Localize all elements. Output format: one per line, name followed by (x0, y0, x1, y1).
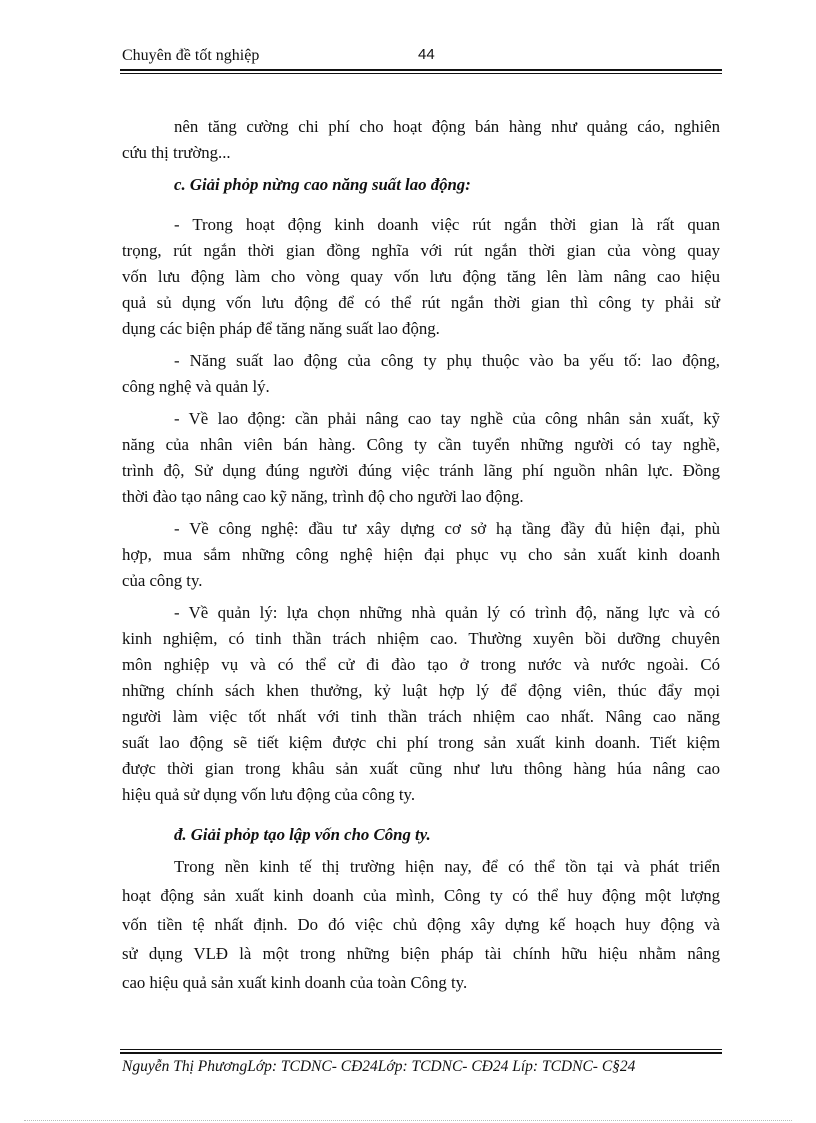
text-line: vốn lưu động làm cho vòng quay vốn lưu động tăng lên làm nâng cao hiệu (122, 267, 720, 286)
text-line: suất lao động sẽ tiết kiệm được chi phí trong sản xuất kinh doanh. Tiết kiệm (122, 733, 720, 752)
section-heading-c: c. Giải phỏp nừng cao năng suất lao động: (174, 175, 471, 194)
text-line: hợp, mua sắm những công nghệ hiện đại phục vụ cho sản xuất kinh doanh (122, 545, 720, 564)
header-rule-thick (120, 69, 722, 71)
text-line: thời đào tạo nâng cao kỹ năng, trình độ cho người lao động. (122, 487, 524, 506)
text-line: quả sủ dụng vốn lưu động để có thể rút ngắn thời gian thì công ty phải sử (122, 293, 720, 312)
text-line: hoạt động sản xuất kinh doanh của mình, Công ty có thể huy động một lượng (122, 886, 720, 905)
page-edge-dotted-line (24, 1120, 792, 1121)
text-line: hiệu quả sử dụng vốn lưu động của công ty. (122, 785, 416, 804)
text-line: cao hiệu quả sản xuất kinh doanh của toàn Công ty. (122, 973, 468, 992)
text-line: năng của nhân viên bán hàng. Công ty cần tuyển những người có tay nghề, (122, 435, 720, 454)
text-line: trọng, rút ngắn thời gian đồng nghĩa với rút ngắn thời gian của vòng quay (122, 241, 720, 260)
text-line: - Năng suất lao động của công ty phụ thuộc vào ba yếu tố: lao động, (174, 351, 720, 370)
text-line: - Về công nghệ: đầu tư xây dựng cơ sở hạ tầng đầy đủ hiện đại, phù (174, 519, 720, 538)
text-line: vốn tiền tệ nhất định. Do đó việc chủ động xây dựng kế hoạch huy động và (122, 915, 720, 934)
text-line: cứu thị trường... (122, 143, 231, 162)
text-line: nên tăng cường chi phí cho hoạt động bán hàng như quảng cáo, nghiên (174, 117, 720, 136)
text-line: kinh nghiệm, có tinh thần trách nhiệm cao. Thường xuyên bồi dưỡng chuyên (122, 629, 720, 648)
document-body (122, 114, 720, 999)
text-line: những chính sách khen thưởng, kỷ luật hợp lý để động viên, thúc đẩy mọi (122, 681, 720, 700)
text-line: được thời gian trong khâu sản xuất cũng như lưu thông hàng húa nâng cao (122, 759, 720, 778)
section-heading-d: đ. Giải phỏp tạo lập vốn cho Công ty. (174, 825, 431, 844)
text-line: môn nghiệp vụ và có thể cử đi đào tạo ở trong nước và nước ngoài. Có (122, 655, 720, 674)
footer-rule-thin (120, 1049, 722, 1050)
header-title: Chuyên đề tốt nghiệp (122, 47, 260, 64)
footer-rule-thick (120, 1052, 722, 1054)
text-line: - Về quản lý: lựa chọn những nhà quản lý có trình độ, năng lực và có (174, 603, 720, 622)
text-line: công nghệ và quản lý. (122, 377, 270, 396)
footer-author-class: Nguyễn Thị PhươngLớp: TCDNC- CĐ24Lớp: TCDNC- CĐ24 Líp: TCDNC- C§24 (122, 1058, 636, 1075)
text-line: sử dụng VLĐ là một trong những biện pháp tài chính hữu hiệu nhằm nâng (122, 944, 720, 963)
text-line: người làm việc tốt nhất với tinh thần trách nhiệm cao nhất. Nâng cao năng (122, 707, 720, 726)
text-line: dụng các biện pháp để tăng năng suất lao động. (122, 319, 440, 338)
text-line: của công ty. (122, 571, 203, 590)
page-number: 44 (418, 46, 435, 63)
header-rule-thin (120, 73, 722, 74)
text-line: trình độ, Sử dụng đúng người đúng việc tránh lãng phí nguồn nhân lực. Đồng (122, 461, 720, 480)
text-line: - Trong hoạt động kinh doanh việc rút ngắn thời gian là rất quan (174, 215, 720, 234)
text-line: - Về lao động: cần phải nâng cao tay nghề của công nhân sản xuất, kỹ (174, 409, 720, 428)
text-line: Trong nền kinh tế thị trường hiện nay, để có thể tồn tại và phát triển (174, 857, 720, 876)
